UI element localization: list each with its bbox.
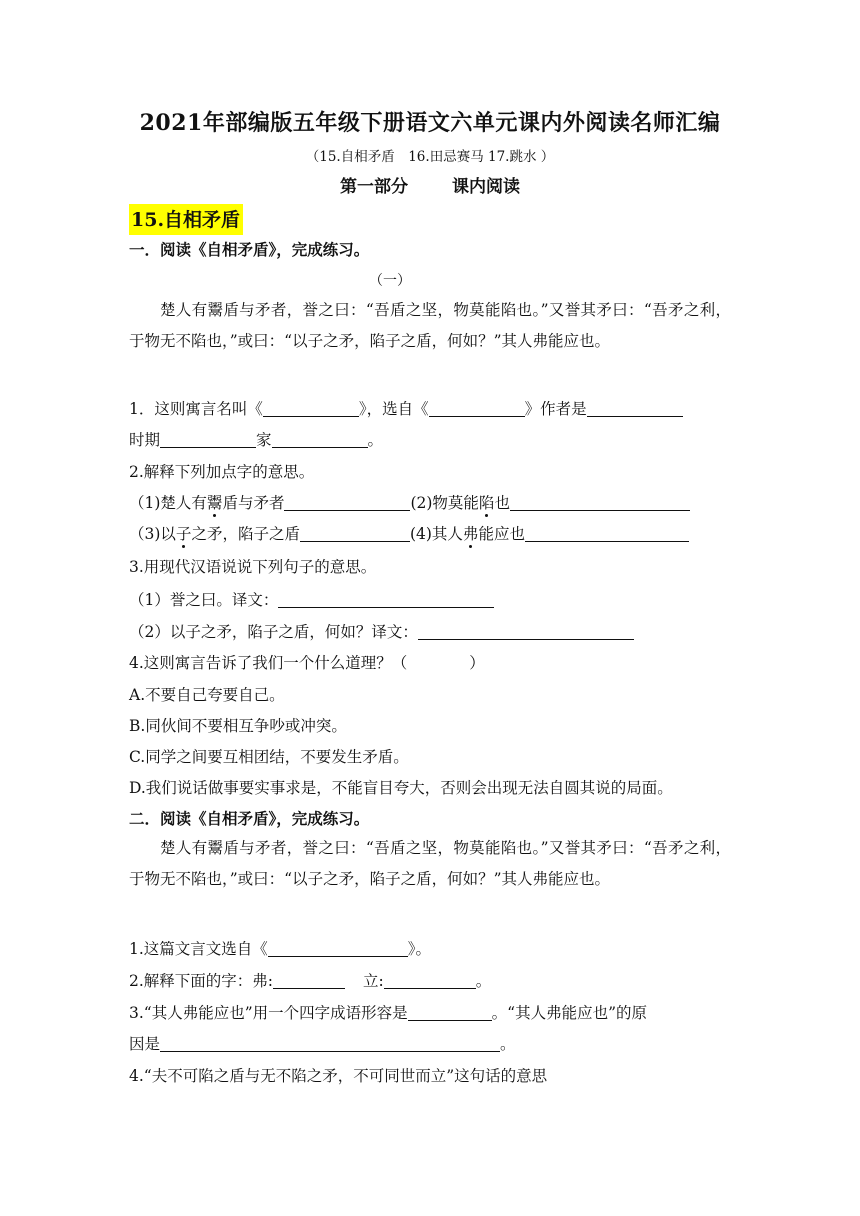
option-c: C.同学之间要互相团结，不要发生矛盾。	[129, 748, 409, 766]
q2-item3-a: （3)以	[129, 525, 176, 543]
blank[interactable]	[160, 431, 256, 448]
part-name: 课内阅读	[452, 177, 520, 197]
s1-question3-heading: 3.用现代汉语说说下列句子的意思。	[129, 558, 377, 576]
q2-item1-b: 盾与矛者	[222, 494, 285, 512]
q2-item4-b: 能应也	[478, 525, 525, 543]
q1-text-e: 家	[256, 431, 272, 449]
option-a: A.不要自己夸要自己。	[129, 686, 285, 704]
s2-q3-text-b: 。“其人弗能应也”的原	[491, 1004, 647, 1022]
q2-item2-a: (2)物莫能	[410, 494, 479, 512]
blank[interactable]	[587, 400, 683, 417]
q2-item3-dotted: 子	[175, 525, 192, 543]
lesson-badge: 15.自相矛盾	[129, 204, 243, 235]
s1-question3-line2	[129, 620, 634, 642]
blank[interactable]	[272, 431, 368, 448]
q2-item1-a: （1)楚人有	[129, 494, 207, 512]
part-heading	[0, 172, 860, 197]
q1-text-c: 》作者是	[524, 400, 587, 418]
blank[interactable]	[278, 591, 494, 608]
s2-question3-line2	[129, 1032, 516, 1054]
option-d: D.我们说话做事要实事求是，不能盲目夸大，否则会出现无法自圆其说的局面。	[129, 779, 673, 797]
s2-q2-text-a: 2.解释下面的字：弗:	[129, 972, 274, 990]
q1-text-f: 。	[367, 431, 384, 449]
s2-q3-text-d: 。	[500, 1035, 516, 1053]
section1-heading: 一．阅读《自相矛盾》，完成练习。	[129, 240, 370, 259]
s1-question3-line1	[129, 588, 494, 610]
s2-q1-text-b: 》。	[407, 940, 432, 958]
blank[interactable]	[384, 972, 476, 989]
blank[interactable]	[408, 1004, 492, 1021]
s2-q2-text-b: 立:	[363, 972, 384, 990]
s1-question2-heading: 2.解释下列加点字的意思。	[129, 463, 315, 481]
q3-item2: （2）以子之矛，陷子之盾，何如？译文：	[129, 623, 418, 641]
s2-q1-text-a: 1.这篇文言文选自《	[129, 940, 268, 958]
q3-item1: （1）誉之曰。译文：	[129, 591, 279, 609]
q2-item4-dotted: 弗	[462, 525, 479, 543]
q1-text-b: 》，选自《	[358, 400, 429, 418]
s1-question1-line1	[129, 397, 683, 419]
document-title: 2021年部编版五年级下册语文六单元课内外阅读名师汇编	[139, 110, 721, 136]
blank[interactable]	[418, 623, 634, 640]
s2-question3-line1	[129, 1001, 647, 1023]
s1-question2-row2	[129, 522, 689, 544]
s2-question1	[129, 937, 431, 959]
q2-item4-a: (4)其人	[409, 525, 463, 543]
blank[interactable]	[160, 1035, 500, 1052]
s2-q2-text-c: 。	[475, 972, 492, 990]
q2-item2-dotted: 陷	[478, 494, 495, 512]
section2-passage: 楚人有鬻盾与矛者，誉之曰：“吾盾之坚，物莫能陷也。”又誉其矛曰：“吾矛之利，于物无不陷也，”或曰：“以子之矛，陷子之盾，何如？”其人弗能应也。	[129, 839, 731, 888]
q2-item2-b: 也	[494, 494, 510, 512]
section2-heading: 二．阅读《自相矛盾》，完成练习。	[129, 809, 370, 828]
option-b: B.同伙间不要相互争吵或冲突。	[129, 717, 347, 735]
document-subtitle: （15.自相矛盾 16.田忌赛马 17.跳水 ）	[305, 149, 555, 165]
s1-question1-line2	[129, 428, 383, 450]
q1-text-a: 1．这则寓言名叫《	[129, 400, 263, 418]
s2-q3-text-c: 因是	[129, 1035, 161, 1053]
s1-question2-row1	[129, 491, 690, 513]
blank[interactable]	[525, 525, 689, 542]
q1-text-d: 时期	[129, 431, 161, 449]
blank[interactable]	[429, 400, 525, 417]
s2-question4: 4.“夫不可陷之盾与无不陷之矛，不可同世而立”这句话的意思	[129, 1067, 548, 1085]
s2-question2	[129, 969, 491, 991]
blank[interactable]	[510, 494, 690, 511]
blank[interactable]	[263, 400, 359, 417]
q2-item3-b: 之矛，陷子之盾	[191, 525, 300, 543]
blank[interactable]	[300, 525, 410, 542]
blank[interactable]	[268, 940, 408, 957]
section1-passage: 楚人有鬻盾与矛者，誉之曰：“吾盾之坚，物莫能陷也。”又誉其矛曰：“吾矛之利，于物无不陷也，”或曰：“以子之矛，陷子之盾，何如？”其人弗能应也。	[129, 301, 731, 350]
q2-item1-dotted: 鬻	[206, 494, 223, 512]
section1-sub: （一）	[369, 273, 411, 289]
blank[interactable]	[284, 494, 410, 511]
part-label: 第一部分	[340, 177, 408, 197]
blank[interactable]	[273, 972, 345, 989]
s2-q3-text-a: 3.“其人弗能应也”用一个四字成语形容是	[129, 1004, 408, 1022]
s1-question4-heading: 4.这则寓言告诉了我们一个什么道理？（ ）	[129, 654, 485, 672]
